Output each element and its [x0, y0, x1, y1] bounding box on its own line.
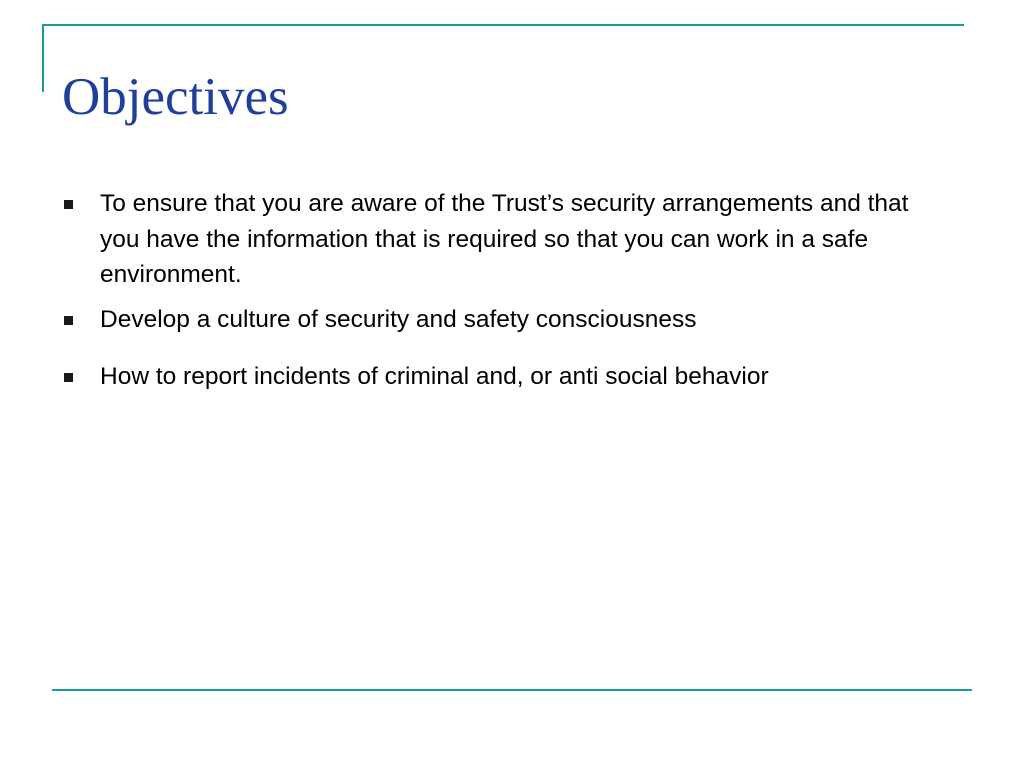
square-bullet-icon — [64, 316, 73, 325]
bullet-item — [64, 186, 954, 293]
bullet-text: Develop a culture of security and safety consciousness — [100, 305, 697, 333]
bullet-text: How to report incidents of criminal and, or anti social behavior — [100, 363, 769, 390]
bullet-item — [64, 359, 954, 395]
square-bullet-icon — [64, 200, 73, 209]
frame-left-line — [42, 24, 44, 92]
slide-title: Objectives — [62, 68, 289, 126]
bullet-text: To ensure that you are aware of the Trust’s security arrangements and that you have the information that is required so that you can work in a safe environment. — [100, 190, 909, 288]
bullet-list — [64, 186, 954, 395]
square-bullet-icon — [64, 373, 73, 382]
frame-top-line — [42, 24, 964, 26]
frame-bottom-line — [52, 689, 972, 691]
bullet-item — [64, 302, 954, 338]
